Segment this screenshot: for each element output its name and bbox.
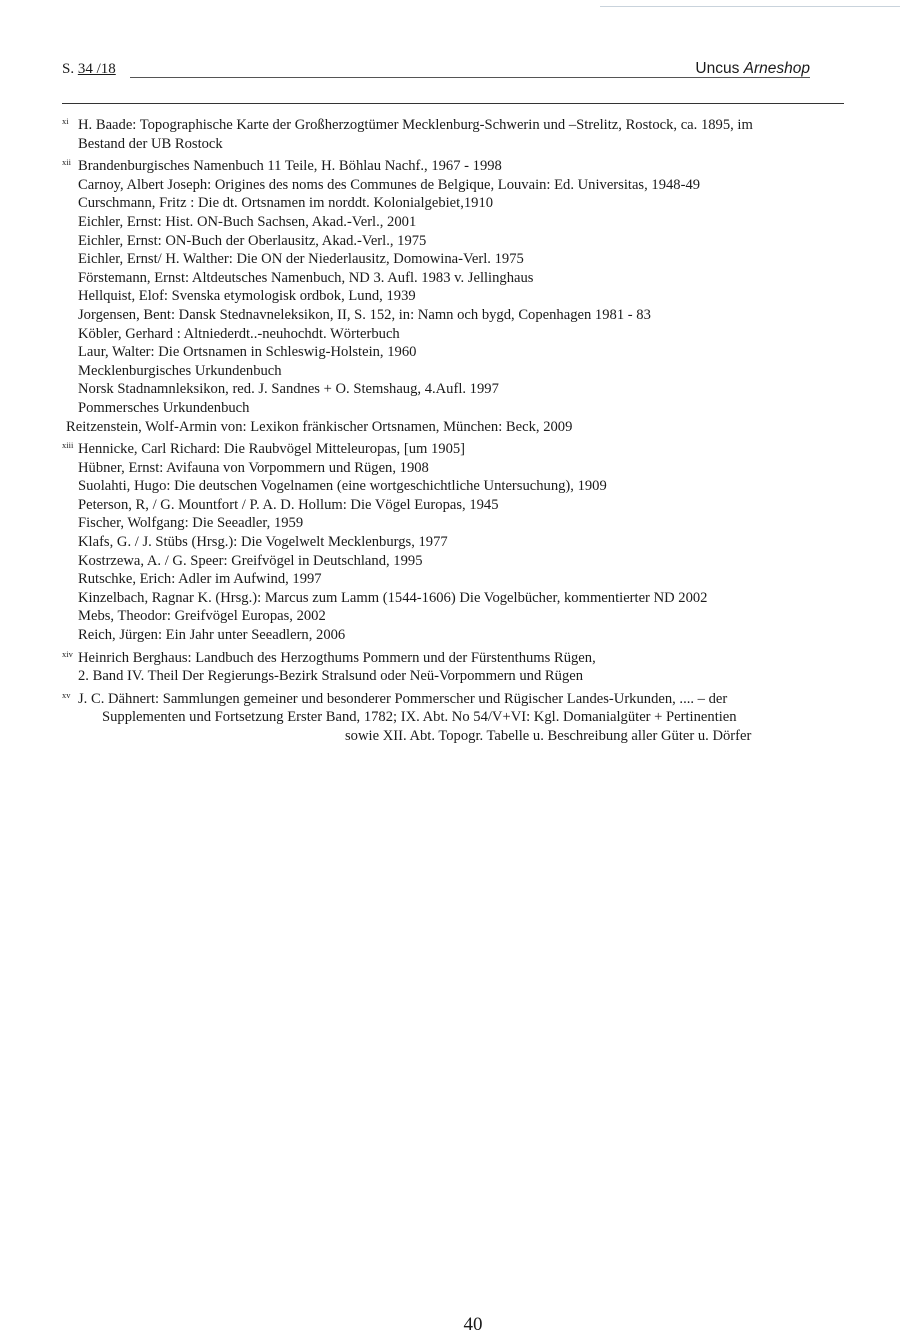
endnote-line: Hellquist, Elof: Svenska etymologisk ordbok, Lund, 1939	[78, 288, 416, 305]
header-rule	[130, 77, 810, 78]
endnote-line: xii Brandenburgisches Namenbuch 11 Teile, H. Böhlau Nachf., 1967 - 1998	[62, 153, 852, 176]
page-reference-prefix: S.	[62, 61, 78, 77]
endnote-marker: xii	[62, 157, 71, 168]
endnote-marker: xi	[62, 116, 69, 126]
header-brand	[695, 60, 810, 78]
endnote-line: Eichler, Ernst: Hist. ON-Buch Sachsen, Akad.-Verl., 2001	[78, 213, 417, 230]
endnote-marker: xiii	[62, 440, 74, 451]
endnote-line: xv J. C. Dähnert: Sammlungen gemeiner und besonderer Pommerscher und Rügischer Landes-Urkunden, .... – der	[62, 686, 852, 709]
endnote-line: Norsk Stadnamnleksikon, red. J. Sandnes + O. Stemshaug, 4.Aufl. 1997	[78, 381, 499, 398]
endnote-line: Carnoy, Albert Joseph: Origines des noms des Communes de Belgique, Louvain: Ed. Universitas, 1948-49	[78, 176, 701, 193]
endnote-line: Reitzenstein, Wolf-Armin von: Lexikon fränkischer Ortsnamen, München: Beck, 2009	[66, 418, 573, 435]
endnote-line: Mebs, Theodor: Greifvögel Europas, 2002	[78, 608, 326, 625]
endnote-line: Köbler, Gerhard : Altniederdt..-neuhochdt. Wörterbuch	[78, 325, 400, 342]
endnote-line: xiii Hennicke, Carl Richard: Die Raubvögel Mitteleuropas, [um 1905]	[62, 436, 852, 459]
endnote-line: Suolahti, Hugo: Die deutschen Vogelnamen (eine wortgeschichtliche Untersuchung), 1909	[78, 478, 607, 495]
footnote-separator	[62, 103, 844, 104]
endnote-line: Supplementen und Fortsetzung Erster Band, 1782; IX. Abt. No 54/V+VI: Kgl. Domanialgüter + Pertinentien	[102, 709, 737, 726]
page-number: 40	[463, 1314, 483, 1335]
endnote-line: Reich, Jürgen: Ein Jahr unter Seeadlern, 2006	[78, 627, 346, 644]
endnote-line: Kinzelbach, Ragnar K. (Hrsg.): Marcus zum Lamm (1544-1606) Die Vogelbücher, kommentierter ND 2002	[78, 589, 708, 606]
endnote-line: Curschmann, Fritz : Die dt. Ortsnamen im norddt. Kolonialgebiet,1910	[78, 195, 494, 212]
page-reference-number: 34 /18	[77, 61, 116, 77]
endnotes	[62, 112, 852, 746]
endnote-line: Eichler, Ernst: ON-Buch der Oberlausitz, Akad.-Verl., 1975	[78, 232, 427, 249]
endnote-marker: xv	[62, 689, 71, 700]
endnote-line: Bestand der UB Rostock	[78, 135, 223, 152]
endnote-line: Klafs, G. / J. Stübs (Hrsg.): Die Vogelwelt Mecklenburgs, 1977	[78, 534, 448, 551]
endnote-line: sowie XII. Abt. Topogr. Tabelle u. Beschreibung aller Güter u. Dörfer	[345, 728, 752, 744]
endnote-line: Förstemann, Ernst: Altdeutsches Namenbuch, ND 3. Aufl. 1983 v. Jellinghaus	[78, 269, 534, 286]
endnote-line: xiv Heinrich Berghaus: Landbuch des Herzogthums Pommern und der Fürstenthums Rügen,	[62, 645, 852, 668]
scan-edge-line	[600, 6, 900, 7]
endnote-line: Jorgensen, Bent: Dansk Stednavneleksikon, II, S. 152, in: Namn och bygd, Copenhagen 1981 - 83	[78, 306, 651, 323]
brand-plain: Uncus	[695, 60, 744, 77]
endnote-line: Mecklenburgisches Urkundenbuch	[78, 362, 282, 379]
endnote-line: Eichler, Ernst/ H. Walther: Die ON der Niederlausitz, Domowina-Verl. 1975	[78, 251, 524, 268]
endnote-line: 2. Band IV. Theil Der Regierungs-Bezirk Stralsund oder Neü-Vorpommern und Rügen	[78, 668, 584, 685]
endnote-line: xi H. Baade: Topographische Karte der Großherzogtümer Mecklenburg-Schwerin und –Strelitz, Rostock, ca. 1895, im	[62, 112, 852, 135]
endnote-line: Laur, Walter: Die Ortsnamen in Schleswig-Holstein, 1960	[78, 344, 417, 361]
endnote-line: Peterson, R, / G. Mountfort / P. A. D. Hollum: Die Vögel Europas, 1945	[78, 496, 499, 513]
endnote-marker: xiv	[62, 648, 73, 659]
page-reference	[62, 61, 116, 78]
endnote-line: Kostrzewa, A. / G. Speer: Greifvögel in Deutschland, 1995	[78, 552, 423, 569]
endnote-line: Rutschke, Erich: Adler im Aufwind, 1997	[78, 571, 322, 588]
endnote-line: Fischer, Wolfgang: Die Seeadler, 1959	[78, 515, 304, 532]
endnote-line: Pommersches Urkundenbuch	[78, 399, 250, 416]
brand-italic: Arneshop	[743, 60, 810, 77]
endnote-line: Hübner, Ernst: Avifauna von Vorpommern und Rügen, 1908	[78, 459, 429, 476]
